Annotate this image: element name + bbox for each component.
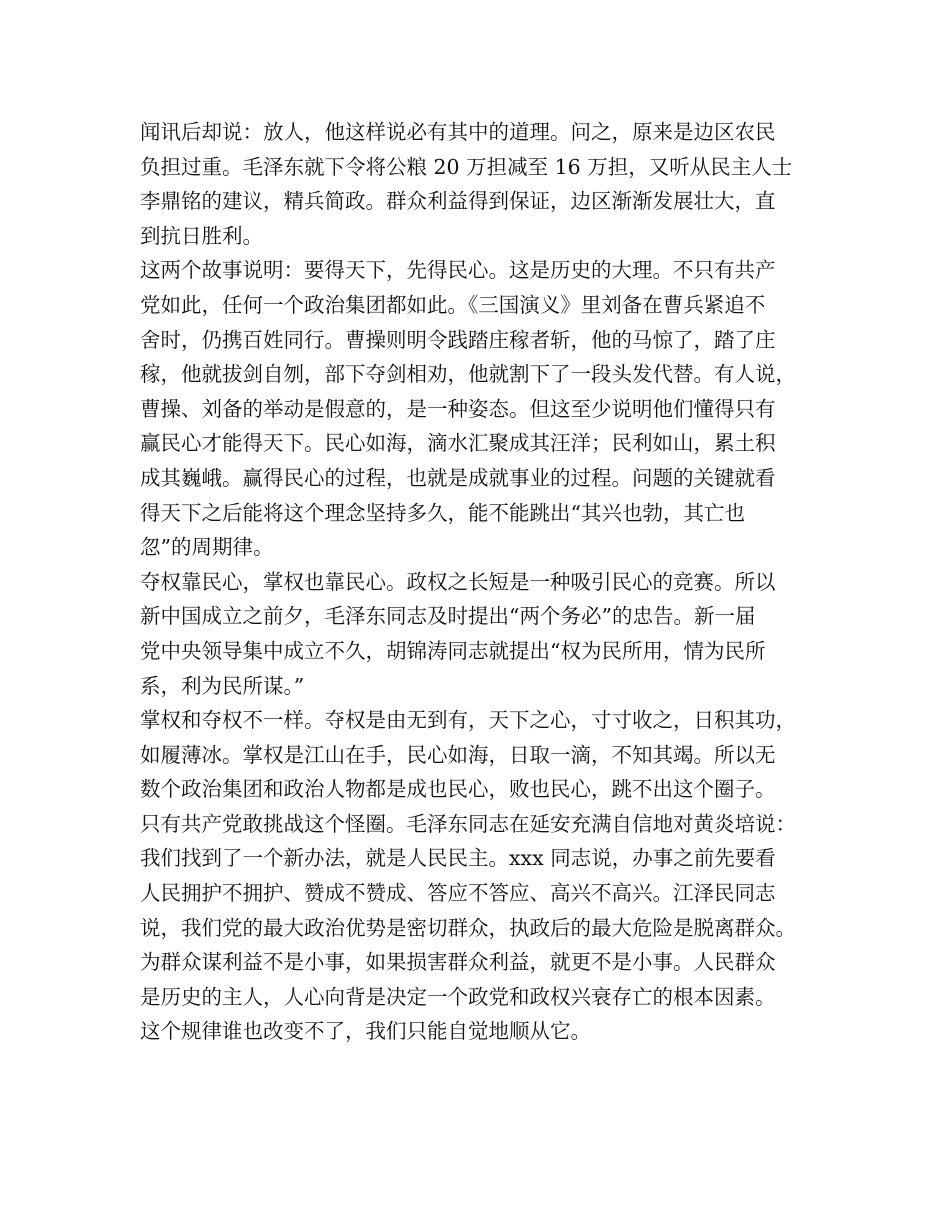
- text-line: 得天下之后能将这个理念坚持多久，能不能跳出“其兴也勃，其亡也: [140, 500, 745, 525]
- text-line: 新中国成立之前夕，毛泽东同志及时提出“两个务必”的忠告。新一届: [140, 604, 756, 629]
- text-line: 赢民心才能得天下。民心如海，滴水汇聚成其汪洋；民利如山，累土积: [140, 431, 776, 456]
- text-line: 党如此，任何一个政治集团都如此。《三国演义》里刘备在曹兵紧追不: [140, 292, 766, 317]
- text-line: 我们找到了一个新办法，就是人民民主。xxx 同志说，办事之前先要看: [140, 846, 776, 871]
- text-line: 稼，他就拔剑自刎，部下夺剑相劝，他就割下了一段头发代替。有人说，: [140, 362, 796, 387]
- text-line: 掌权和夺权不一样。夺权是由无到有，天下之心，寸寸收之，日积其功，: [140, 708, 796, 733]
- text-line: 忽”的周期律。: [140, 535, 274, 560]
- text-line: 李鼎铭的建议，精兵简政。群众利益得到保证，边区渐渐发展壮大，直: [140, 189, 776, 214]
- text-line: 夺权靠民心，掌权也靠民心。政权之长短是一种吸引民心的竞赛。所以: [140, 569, 776, 594]
- text-line: 为群众谋利益不是小事，如果损害群众利益，就更不是小事。人民群众: [140, 950, 776, 975]
- text-line: 如履薄冰。掌权是江山在手，民心如海，日取一滴，不知其竭。所以无: [140, 742, 776, 767]
- text-line: 负担过重。毛泽东就下令将公粮 20 万担减至 16 万担，又听从民主人士: [140, 154, 793, 179]
- text-line: 成其巍峨。赢得民心的过程，也就是成就事业的过程。问题的关键就看: [140, 465, 776, 490]
- text-line: 只有共产党敢挑战这个怪圈。毛泽东同志在延安充满自信地对黄炎培说：: [140, 811, 796, 836]
- text-line: 舍时，仍携百姓同行。曹操则明令践踏庄稼者斩，他的马惊了，踏了庄: [140, 327, 776, 352]
- text-line: 党中央领导集中成立不久，胡锦涛同志就提出“权为民所用，情为民所: [140, 638, 766, 663]
- text-line: 曹操、刘备的举动是假意的，是一种姿态。但这至少说明他们懂得只有: [140, 396, 776, 421]
- text-line: 到抗日胜利。: [140, 223, 263, 248]
- text-line: 系，利为民所谋。”: [140, 673, 305, 698]
- text-line: 这两个故事说明：要得天下，先得民心。这是历史的大理。不只有共产: [140, 258, 776, 283]
- text-line: 说，我们党的最大政治优势是密切群众，执政后的最大危险是脱离群众。: [140, 915, 796, 940]
- text-line: 这个规律谁也改变不了，我们只能自觉地顺从它。: [140, 1019, 591, 1044]
- text-line: 人民拥护不拥护、赞成不赞成、答应不答应、高兴不高兴。江泽民同志: [140, 881, 776, 906]
- body-text: [140, 115, 840, 1049]
- text-line: 是历史的主人，人心向背是决定一个政党和政权兴衰存亡的根本因素。: [140, 984, 776, 1009]
- text-line: 数个政治集团和政治人物都是成也民心，败也民心，跳不出这个圈子。: [140, 777, 776, 802]
- text-line: 闻讯后却说：放人，他这样说必有其中的道理。问之，原来是边区农民: [140, 120, 776, 144]
